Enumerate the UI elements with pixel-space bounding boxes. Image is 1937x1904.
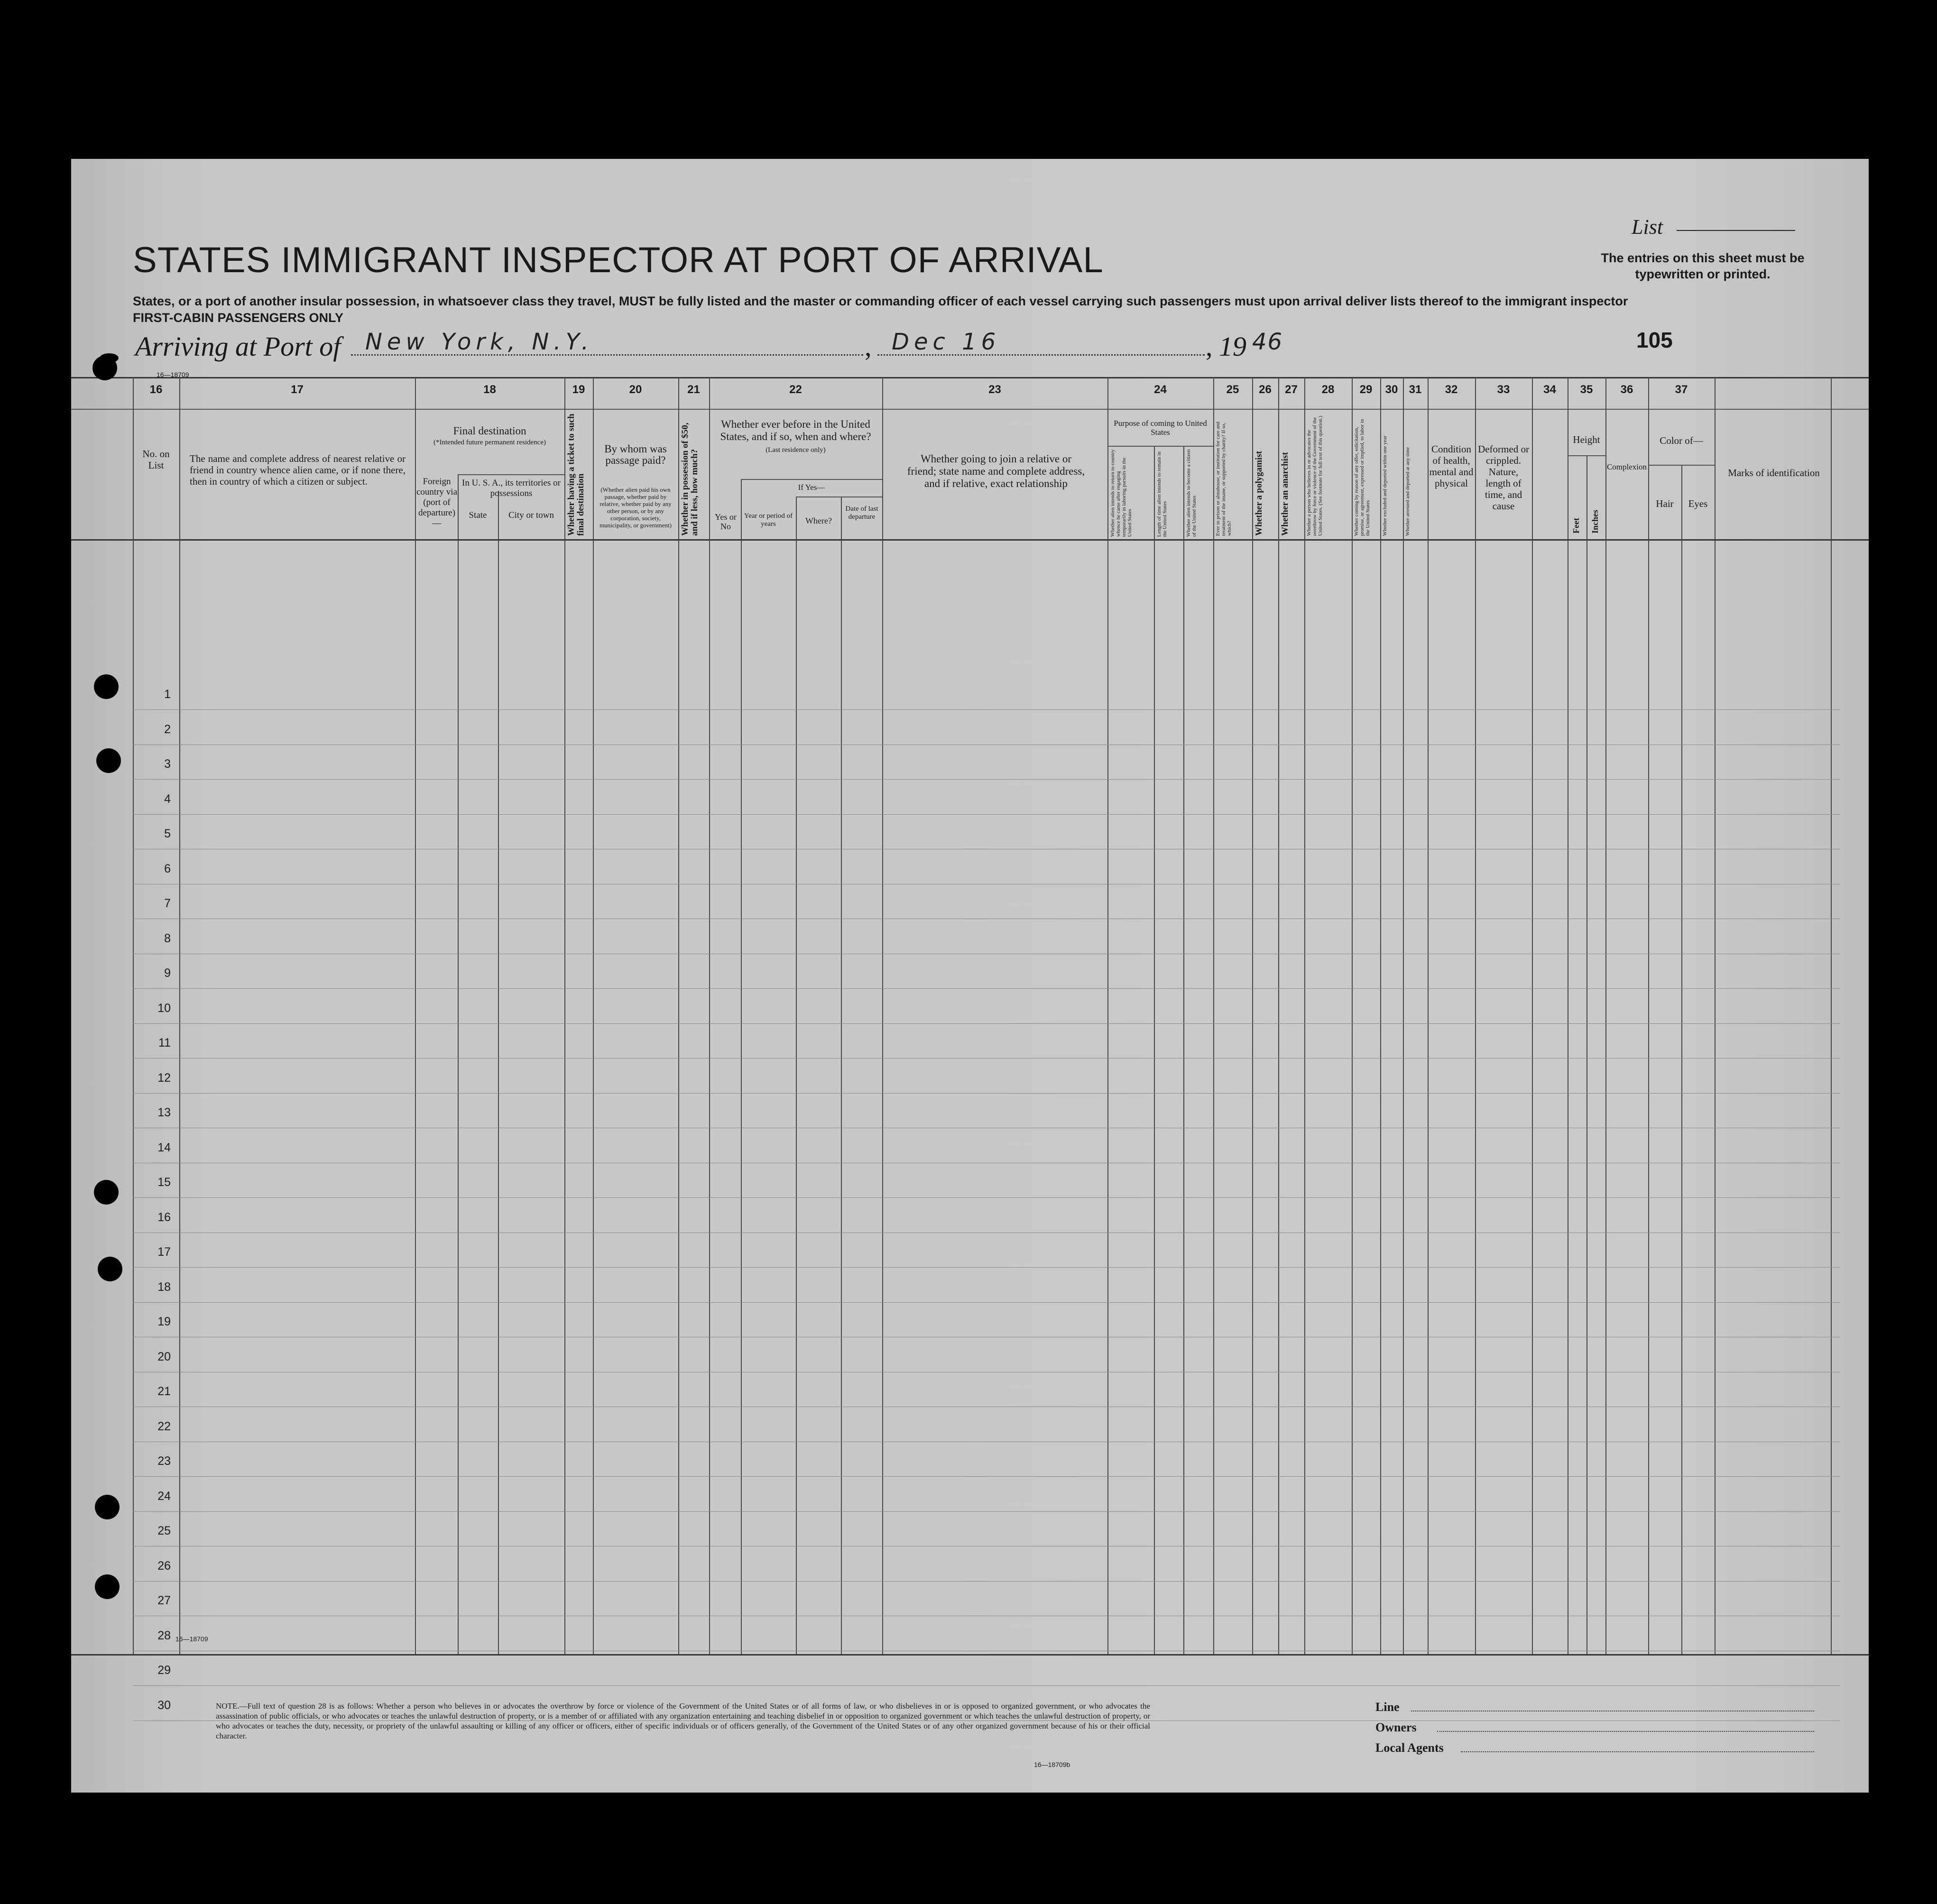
row-number: 9 — [164, 966, 171, 980]
col-divider — [678, 377, 679, 1654]
row-rule — [133, 1197, 1840, 1198]
row-rule — [133, 1581, 1840, 1582]
header-eyes: Eyes — [1688, 498, 1708, 509]
header-final-destination-note: (*Intended future permanent residence) — [434, 439, 546, 446]
col-divider — [1831, 377, 1832, 1654]
header-purpose: Purpose of coming to United States — [1114, 419, 1207, 437]
row-number: 10 — [157, 1001, 171, 1015]
colnum-30: 30 — [1385, 383, 1398, 396]
header-purpose-c: Whether alien intends to become a citizen of the United States — [1186, 449, 1197, 537]
header-purpose-b: Length of time alien intends to remain in the United States — [1156, 451, 1168, 537]
row-number: 24 — [157, 1489, 171, 1503]
row-number: 20 — [157, 1350, 171, 1363]
typewritten-note: The entries on this sheet must be typewritten or printed. — [1601, 251, 1805, 281]
row-number: 8 — [164, 931, 171, 945]
row-number: 3 — [164, 757, 171, 771]
header-passage-paid-note: (Whether alien paid his own passage, whether paid by relative, whether paid by any other person, or by any corporation, society, municipality, or government) — [600, 486, 672, 529]
row-rule — [133, 1302, 1840, 1303]
col-divider — [1403, 377, 1404, 1654]
row-number: 29 — [157, 1664, 171, 1677]
col-divider — [1586, 455, 1587, 1654]
header-yes-no: Yes or No — [715, 512, 737, 531]
col-divider — [179, 377, 180, 1654]
header-marks-identification: Marks of identification — [1728, 467, 1820, 478]
form-number-bottom: 16—18709 — [175, 1635, 208, 1643]
col-divider — [458, 474, 459, 1654]
col-divider — [741, 479, 742, 1654]
header-arrested: Whether arrested and deported at any time — [1405, 447, 1411, 536]
row-rule — [133, 1267, 1840, 1268]
col-divider — [709, 377, 710, 1654]
row-rule — [133, 1685, 1840, 1686]
table-bottom-border — [71, 1654, 1869, 1656]
header-anarchist: Whether an anarchist — [1280, 452, 1290, 536]
colnum-23: 23 — [988, 383, 1001, 396]
row-number: 1 — [164, 688, 171, 701]
local-agents-label: Local Agents — [1375, 1741, 1444, 1755]
colnum-37: 37 — [1675, 383, 1688, 396]
punch-hole — [95, 1574, 120, 1599]
header-color: Color of— — [1660, 435, 1703, 446]
form-number-top: 16—18709 — [157, 371, 189, 378]
punch-hole — [94, 1180, 119, 1205]
colnum-29: 29 — [1359, 383, 1373, 396]
row-number: 18 — [157, 1280, 171, 1294]
sub-divider — [741, 479, 882, 480]
header-excluded: Whether excluded and deported within one year — [1382, 435, 1388, 536]
header-prison: Ever in prison or almshouse, or institution for care and treatment of the insane, or supported by charity? If so, which? — [1215, 422, 1232, 536]
row-number: 12 — [157, 1071, 171, 1085]
header-height: Height — [1573, 434, 1600, 445]
header-hair: Hair — [1656, 498, 1674, 509]
header-where: Where? — [805, 516, 832, 525]
colnum-16: 16 — [149, 383, 163, 396]
col-divider — [1380, 377, 1381, 1654]
row-number: 11 — [158, 1036, 171, 1049]
header-foreign-country: Foreign country via (port of departure)— — [416, 477, 458, 528]
col-divider — [1648, 377, 1649, 1654]
header-last-residence: (Last residence only) — [766, 446, 826, 454]
header-ever-before-us: Whether ever before in the United States, and if so, when and where? — [720, 418, 871, 442]
col-divider — [1183, 446, 1184, 1654]
row-number: 22 — [157, 1419, 171, 1433]
header-inches: Inches — [1590, 509, 1600, 533]
colnum-27: 27 — [1285, 383, 1298, 396]
row-number: 28 — [157, 1628, 171, 1642]
owners-blank — [1437, 1731, 1814, 1732]
col-divider — [1213, 377, 1214, 1654]
col-divider — [1154, 446, 1155, 1654]
sub-divider — [1648, 465, 1715, 466]
col-divider — [1352, 377, 1353, 1654]
row-number: 5 — [164, 827, 171, 840]
list-blank-line — [1677, 230, 1795, 231]
colnum-22: 22 — [789, 383, 802, 396]
punch-hole — [98, 1257, 122, 1281]
sub-divider — [1568, 455, 1605, 456]
row-number: 14 — [157, 1141, 171, 1154]
header-if-yes: If Yes— — [798, 483, 825, 492]
header-nearest-relative: The name and complete address of nearest relative or friend in country whence alien came, or if none there, then in country of which a citizen or subject. — [190, 453, 406, 487]
row-rule — [133, 814, 1840, 815]
col-divider — [1252, 377, 1253, 1654]
sub-divider — [458, 474, 564, 475]
arriving-port-label: Arriving at Port of — [135, 331, 341, 362]
col-divider — [1304, 377, 1305, 1654]
row-number: 21 — [157, 1385, 171, 1398]
header-join-relative: Whether going to join a relative or friend; state name and complete address, and if relative, exact relationship — [907, 453, 1085, 489]
row-number: 4 — [164, 792, 171, 806]
local-agents-blank — [1461, 1751, 1814, 1752]
footnote-form-number: 16—18709b — [1034, 1761, 1070, 1768]
col-divider — [593, 377, 594, 1654]
colnum-33: 33 — [1497, 383, 1510, 396]
manifest-sheet — [71, 159, 1869, 1793]
page-title: STATES IMMIGRANT INSPECTOR AT PORT OF ARRIVAL — [133, 240, 1104, 280]
sub-divider — [1107, 446, 1213, 447]
colnum-19: 19 — [572, 383, 585, 396]
year-prefix: 19 — [1219, 331, 1246, 362]
colnum-35: 35 — [1580, 383, 1593, 396]
header-health: Condition of health, mental and physical — [1429, 443, 1474, 489]
col-divider — [498, 491, 499, 1654]
col-divider — [1475, 377, 1476, 1654]
colnum-32: 32 — [1445, 383, 1458, 396]
colnum-21: 21 — [687, 383, 700, 396]
header-ticket: Whether having a ticket to such final destination — [566, 414, 586, 536]
list-label: List — [1632, 215, 1663, 239]
col-divider — [1107, 377, 1108, 1654]
row-number: 15 — [157, 1176, 171, 1189]
row-number: 17 — [157, 1245, 171, 1259]
col-divider — [1681, 465, 1682, 1654]
row-number: 16 — [157, 1210, 171, 1224]
passenger-class-text: FIRST-CABIN PASSENGERS ONLY — [133, 311, 344, 325]
page-number: 105 — [1636, 328, 1673, 352]
row-number: 30 — [157, 1698, 171, 1712]
footnote-question-28: NOTE.—Full text of question 28 is as follows: Whether a person who believes in or advocates the overthrow by force or violence of the Government of the United States or of all forms of law, or who disbelieves in or is opposed to organized government, or who advocates the assassination of public officials, or who advocates or teaches the unlawful destruction of property, or is a member of or affiliated with any organization entertaining and teaching disbelief in or opposition to organized government or which teaches the unlawful destruction of property, or who advocates or teaches the duty, necessity, or propriety of the unlawful assaulting or killing of any officer or officers, either of specific individuals or of officers generally, of the Government of the United States or of any other organized government because of his or their official character. — [216, 1702, 1150, 1740]
owners-label: Owners — [1375, 1720, 1417, 1734]
row-number: 13 — [157, 1106, 171, 1119]
line-label: Line — [1375, 1700, 1400, 1714]
row-rule — [133, 709, 1840, 710]
row-rule — [133, 988, 1840, 989]
comma: , — [1206, 331, 1213, 362]
row-rule — [133, 779, 1840, 780]
col-divider — [1428, 377, 1429, 1654]
header-city: City or town — [508, 510, 554, 520]
row-rule — [133, 1476, 1840, 1477]
col-divider — [796, 497, 797, 1654]
row-number: 6 — [164, 862, 171, 875]
colnum-28: 28 — [1321, 383, 1335, 396]
colnum-26: 26 — [1259, 383, 1272, 396]
header-passage-paid: By whom was passage paid? — [604, 443, 667, 466]
colnum-24: 24 — [1154, 383, 1167, 396]
header-purpose-a: Whether alien intends to return to country whence he came after engaging temporarily in laboring pursuits in the United States — [1110, 449, 1133, 537]
col-divider — [1605, 377, 1606, 1654]
colnum-34: 34 — [1543, 383, 1556, 396]
punch-hole — [96, 748, 121, 773]
header-usa: In U. S. A., its territories or possessions — [462, 478, 561, 498]
row-rule — [133, 1093, 1840, 1094]
row-number: 19 — [157, 1315, 171, 1328]
port-handwritten-value: New York, N.Y. — [365, 329, 593, 355]
punch-hole — [95, 1495, 120, 1519]
punch-hole — [94, 674, 119, 699]
instruction-text: States, or a port of another insular possession, in whatsoever class they travel, MUST be fully listed and the master or commanding officer of each vessel carrying such passengers must upon arrival deliver lists thereof to the immigrant inspector — [133, 294, 1628, 308]
header-departure-date: Date of last departure — [845, 505, 878, 521]
row-number: 2 — [164, 722, 171, 736]
colnum-25: 25 — [1226, 383, 1239, 396]
col-divider — [1715, 377, 1716, 1654]
header-complexion: Complexion — [1606, 462, 1647, 471]
row-number: 23 — [157, 1454, 171, 1468]
paper-background — [71, 159, 1869, 1793]
header-overthrow: Whether a person who believes in or advocates the overthrow by force or violence of the Government of the United States. (See footnote for full text of this question.) — [1306, 415, 1323, 536]
header-bottom-border — [71, 539, 1869, 541]
col-divider — [841, 497, 842, 1654]
comma: , — [865, 331, 872, 362]
header-labor-offer: Whether coming by reason of any offer, solicitation, promise, or agreement, expressed or implied, to labor in the United States — [1354, 419, 1371, 536]
row-number: 25 — [157, 1524, 171, 1537]
col-divider — [415, 377, 416, 1654]
col-divider — [882, 377, 883, 1654]
colnum-17: 17 — [291, 383, 304, 396]
col-divider — [564, 377, 565, 1654]
header-final-destination: Final destination — [453, 425, 526, 437]
row-number: 7 — [164, 897, 171, 910]
header-year-period: Year or period of years — [744, 512, 793, 528]
row-number: 26 — [157, 1559, 171, 1573]
column-number-divider — [71, 409, 1869, 410]
colnum-31: 31 — [1409, 383, 1422, 396]
header-no-on-list: No. on List — [142, 448, 170, 471]
header-polygamist: Whether a polygamist — [1254, 451, 1264, 536]
col-divider — [1532, 377, 1533, 1654]
punch-hole — [100, 353, 119, 363]
header-deformed: Deformed or crippled. Nature, length of time, and cause — [1478, 443, 1529, 512]
colnum-36: 36 — [1620, 383, 1633, 396]
header-state: State — [469, 510, 487, 520]
table-top-border — [71, 377, 1869, 378]
row-rule — [133, 1511, 1840, 1512]
header-feet: Feet — [1571, 518, 1581, 533]
colnum-18: 18 — [483, 383, 496, 396]
date-handwritten-value: Dec 16 — [892, 329, 1001, 355]
year-handwritten-value: 46 — [1252, 329, 1283, 355]
header-fifty-dollars: Whether in possession of $50, and if less, how much? — [680, 423, 700, 536]
col-divider — [1278, 377, 1279, 1654]
row-number: 27 — [157, 1594, 171, 1607]
row-rule — [133, 1023, 1840, 1024]
colnum-20: 20 — [629, 383, 642, 396]
